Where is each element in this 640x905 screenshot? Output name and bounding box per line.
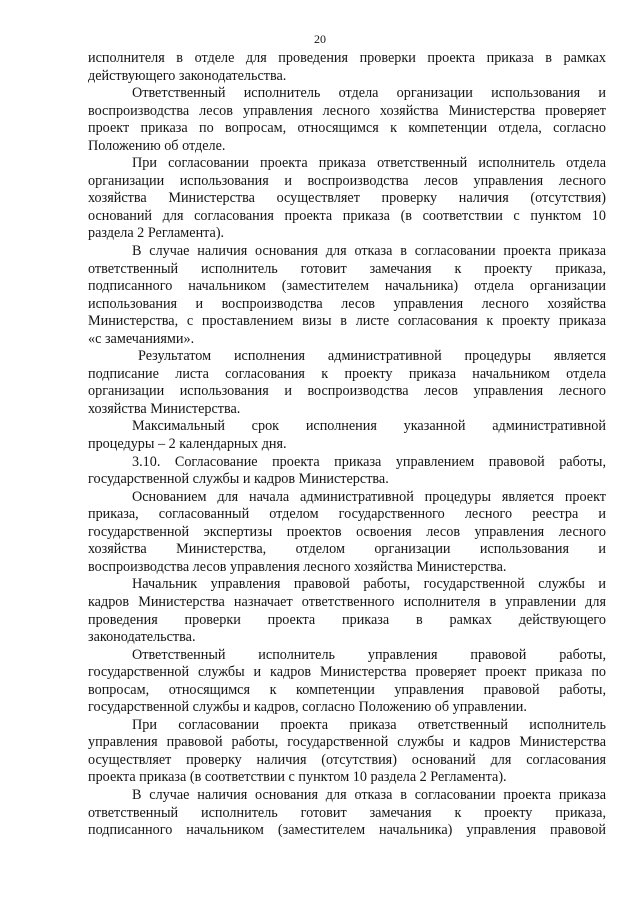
text-line: воспроизводства лесов управления лесного хозяйства Министерства проверяет (88, 102, 606, 119)
text-line: хозяйства Министерства. (88, 400, 241, 417)
text-line: хозяйства Министерства, отделом организации использования и (88, 541, 606, 558)
text-line: государственной экспертизы проектов освоения лесов управления лесного (88, 523, 606, 540)
text-line: организации использования и воспроизводства лесов управления лесного (88, 172, 606, 189)
text-line: Ответственный исполнитель отдела организации использования и (132, 85, 606, 102)
text-line: проект приказа по вопросам, относящимся к компетенции отдела, согласно (88, 120, 606, 137)
text-line: проведения проверки проекта приказа в рамках действующего (88, 611, 606, 628)
text-line: управления правовой работы, государственной службы и кадров Министерства (88, 734, 606, 751)
text-line: В случае наличия основания для отказа в согласовании проекта приказа (132, 243, 606, 260)
text-line: государственной службы и кадров, согласно Положению об управлении. (88, 699, 527, 716)
text-line: Начальник управления правовой работы, государственной службы и (132, 576, 606, 593)
text-line: раздела 2 Регламента). (88, 225, 225, 242)
text-line: процедуры – 2 календарных дня. (88, 436, 287, 453)
text-line: Положению об отделе. (88, 137, 226, 154)
text-line: При согласовании проекта приказа ответственный исполнитель (132, 716, 606, 733)
text-line: «с замечаниями». (88, 330, 195, 347)
text-line: подписанного начальником (заместителем начальника) отдела организации (88, 278, 606, 295)
text-line: вопросам, относящимся к компетенции управления правовой работы, (88, 681, 606, 698)
text-line: оснований для согласования проекта приказа (в соответствии с пунктом 10 (88, 207, 606, 224)
text-line: Основанием для начала административной процедуры является проект (132, 488, 606, 505)
text-line: ответственный исполнитель готовит замечания к проекту приказа, (88, 804, 606, 821)
text-line: проекта приказа (в соответствии с пунктом 10 раздела 2 Регламента). (88, 769, 507, 786)
page-number: 20 (314, 32, 326, 46)
text-line: хозяйства Министерства осуществляет проверку наличия (отсутствия) (88, 190, 606, 207)
text-line: государственной службы и кадров Министерства проверяет проект приказа по (88, 664, 606, 681)
text-line: подписание листа согласования к проекту приказа начальником отдела (88, 365, 606, 382)
text-line: 3.10. Согласование проекта приказа управлением правовой работы, (132, 453, 606, 470)
text-line: Максимальный срок исполнения указанной административной (132, 418, 606, 435)
text-line: подписанного начальником (заместителем начальника) управления правовой (88, 822, 606, 839)
text-line: организации использования и воспроизводства лесов управления лесного (88, 383, 606, 400)
text-line: воспроизводства лесов управления лесного хозяйства Министерства. (88, 558, 507, 575)
text-line: использования и воспроизводства лесов управления лесного хозяйства (88, 295, 606, 312)
text-line: государственной службы и кадров Министерства. (88, 471, 389, 488)
text-line: осуществляет проверку наличия (отсутствия) оснований для согласования (88, 751, 606, 768)
text-line: приказа, согласованный отделом государственного лесного реестра и (88, 506, 606, 523)
text-line: ответственный исполнитель готовит замечания к проекту приказа, (88, 260, 606, 277)
text-line: В случае наличия основания для отказа в согласовании проекта приказа (132, 786, 606, 803)
text-line: Ответственный исполнитель управления правовой работы, (132, 646, 606, 663)
text-line: законодательства. (88, 629, 196, 646)
text-line: исполнителя в отделе для проведения проверки проекта приказа в рамках (88, 50, 606, 66)
text-line: кадров Министерства назначает ответственного исполнителя в управлении для (88, 593, 606, 610)
text-line: Министерства, с проставлением визы в листе согласования к проекту приказа (88, 313, 606, 330)
text-line: Результатом исполнения административной процедуры является (138, 348, 606, 365)
text-line: При согласовании проекта приказа ответственный исполнитель отдела (132, 155, 606, 172)
text-line: действующего законодательства. (88, 67, 287, 84)
document-body (88, 50, 606, 840)
